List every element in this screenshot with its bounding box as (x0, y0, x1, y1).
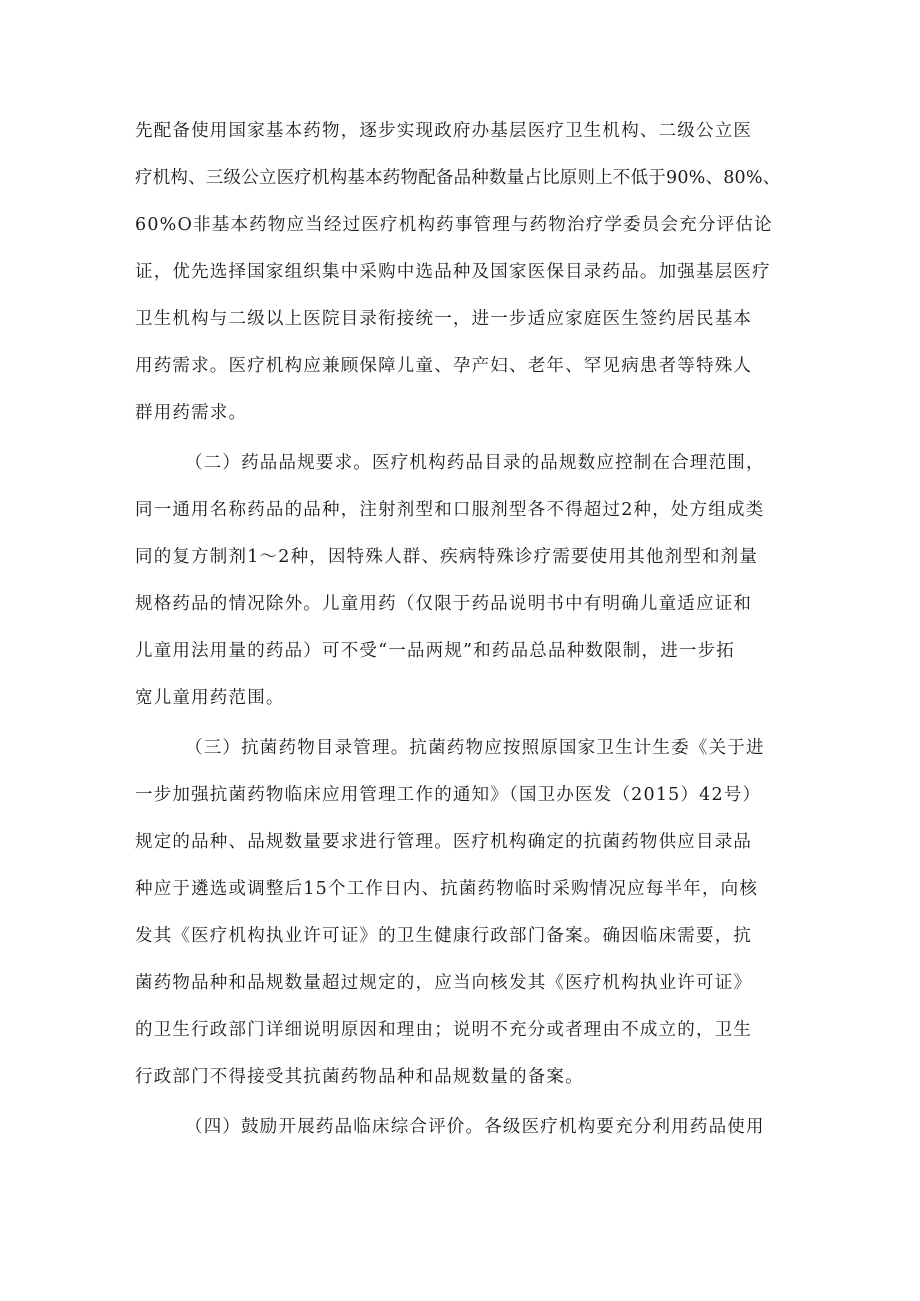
text-line: 行政部门不得接受其抗菌药物品种和品规数量的备案。 (135, 1067, 584, 1087)
text-line: 疗机构、三级公立医疗机构基本药物配备品种数量占比原则上不低于90%、80%、 (135, 168, 781, 188)
text-line: 同的复方制剂1～2种，因特殊人群、疾病特殊诊疗需要使用其他剂型和剂量 (135, 547, 759, 567)
text-line: 用药需求。医疗机构应兼顾保障儿童、孕产妇、老年、罕见病患者等特殊人 (135, 356, 753, 376)
text-line: 先配备使用国家基本药物，逐步实现政府办基层医疗卫生机构、二级公立医 (135, 121, 753, 141)
text-line: 证，优先选择国家组织集中采购中选品种及国家医保目录药品。加强基层医疗 (135, 262, 771, 282)
text-line: 宽儿童用药范围。 (135, 688, 285, 708)
text-line: 群用药需求。 (135, 403, 248, 423)
text-line: 60%O非基本药物应当经过医疗机构药事管理与药物治疗学委员会充分评估论 (135, 215, 773, 235)
text-line: 一步加强抗菌药物临床应用管理工作的通知》（国卫办医发（2015）42号） (135, 785, 762, 805)
section-heading-line: （二）药品品规要求。医疗机构药品目录的品规数应控制在合理范围， (185, 453, 765, 473)
text-line: 菌药物品种和品规数量超过规定的，应当向核发其《医疗机构执业许可证》 (135, 973, 753, 993)
document-body (135, 108, 785, 1151)
text-line: 规定的品种、品规数量要求进行管理。医疗机构确定的抗菌药物供应目录品 (135, 832, 753, 852)
text-line: 的卫生行政部门详细说明原因和理由；说明不充分或者理由不成立的，卫生 (135, 1020, 753, 1040)
section-heading-line: （三）抗菌药物目录管理。抗菌药物应按照原国家卫生计生委《关于进 (185, 738, 765, 758)
text-line: 卫生机构与二级以上医院目录衔接统一，进一步适应家庭医生签约居民基本 (135, 309, 753, 329)
text-line: 儿童用法用量的药品）可不受“一品两规”和药品总品种数限制，进一步拓 (135, 641, 735, 661)
text-line: 同一通用名称药品的品种，注射剂型和口服剂型各不得超过2种，处方组成类 (135, 500, 765, 520)
text-line: 发其《医疗机构执业许可证》的卫生健康行政部门备案。确因临床需要，抗 (135, 926, 753, 946)
text-line: 种应于遴选或调整后15个工作日内、抗菌药物临时采购情况应每半年，向核 (135, 879, 759, 899)
section-heading-line: （四）鼓励开展药品临床综合评价。各级医疗机构要充分利用药品使用 (185, 1117, 765, 1137)
text-line: 规格药品的情况除外。儿童用药（仅限于药品说明书中有明确儿童适应证和 (135, 594, 753, 614)
